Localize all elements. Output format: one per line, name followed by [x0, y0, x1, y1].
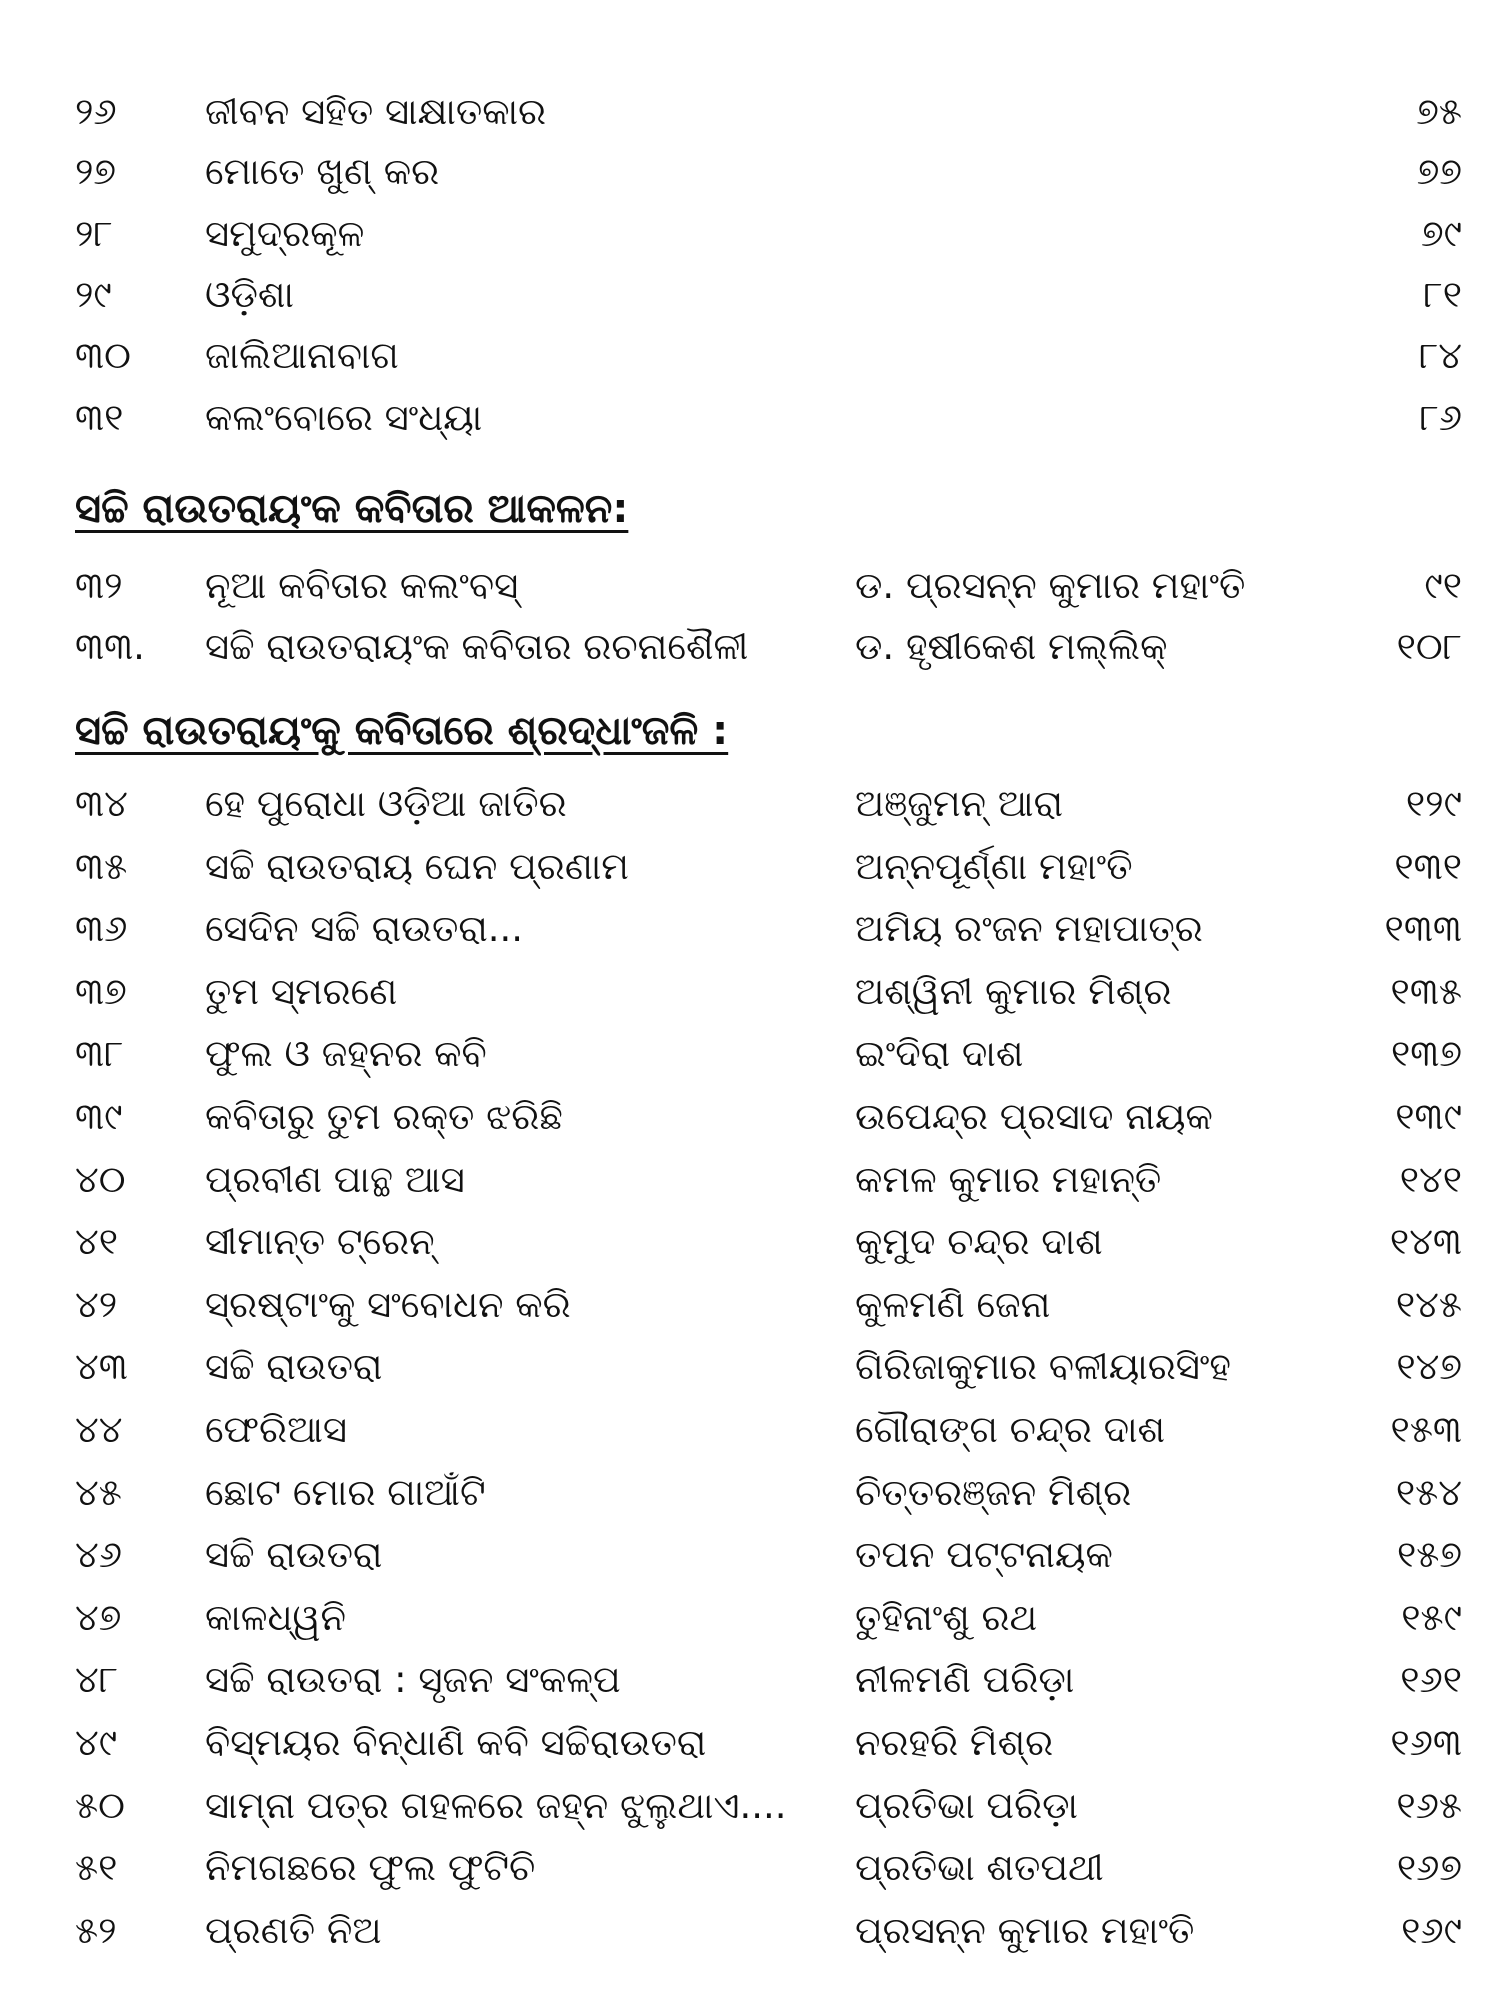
entry-title: ସମୁଦ୍ରକୂଳ	[205, 212, 365, 255]
entry-title: ହେ ପୁରୋଧା ଓଡ଼ିଆ ଜାତିର	[205, 782, 567, 825]
entry-author: ତପନ ପଟ୍ଟନାୟକ	[855, 1533, 1113, 1577]
entry-page-number: ୭୯	[1420, 212, 1462, 255]
entry-number: ୨୮	[75, 212, 113, 255]
entry-title: ଫେରିଆସ	[205, 1408, 348, 1451]
toc-row	[0, 388, 1500, 448]
toc-row	[0, 1650, 1500, 1710]
entry-page-number: ୮୧	[1423, 273, 1462, 316]
entry-number: ୪୭	[75, 1595, 122, 1639]
entry-author: ଡ. ପ୍ରସନ୍ନ କୁମାର ମହାଂତି	[855, 564, 1246, 607]
entry-title: ସଚ୍ଚି ରାଉତରା	[205, 1345, 383, 1389]
entry-title: କଲଂବୋରେ ସଂଧ୍ୟା	[205, 396, 483, 439]
entry-number: ୩୪	[75, 782, 128, 825]
entry-page-number: ୧୫୪	[1395, 1470, 1462, 1514]
entry-title: କବିତାରୁ ତୁମ ରକ୍ତ ଝରିଛି	[205, 1095, 563, 1138]
entry-title: ଫୁଲ ଓ ଜହ୍ନର କବି	[205, 1032, 487, 1076]
entry-page-number: ୧୪୫	[1395, 1282, 1462, 1326]
entry-title: ସଚ୍ଚି ରାଉତରାୟ ଘେନ ପ୍ରଣାମ	[205, 844, 629, 888]
entry-number: ୪୬	[75, 1533, 122, 1577]
entry-author: କୁମୁଦ ଚନ୍ଦ୍ର ଦାଶ	[855, 1220, 1103, 1264]
toc-row	[0, 962, 1500, 1022]
entry-author: ନୀଳମଣି ପରିଡ଼ା	[855, 1658, 1075, 1702]
entry-title: ଜୀବନ ସହିତ ସାକ୍ଷାତକାର	[205, 90, 547, 133]
toc-row	[0, 82, 1500, 142]
toc-row	[0, 1525, 1500, 1585]
entry-number: ୫୨	[75, 1908, 117, 1952]
toc-row	[0, 1901, 1500, 1961]
entry-number: ୪୦	[75, 1157, 126, 1201]
entry-title: ମୋତେ ଖୁଣ୍ କର	[205, 150, 440, 193]
entry-page-number: ୮୬	[1419, 396, 1462, 439]
entry-author: ଗିରିଜାକୁମାର ବଳୀୟାରସିଂହ	[855, 1345, 1231, 1389]
entry-number: ୪୩	[75, 1345, 128, 1389]
section-heading: ସଚ୍ଚି ରାଉତରାୟଂକ କବିତାର ଆକଳନ:	[75, 486, 629, 532]
entry-author: ପ୍ରସନ୍ନ କୁମାର ମହାଂତି	[855, 1908, 1195, 1952]
entry-page-number: ୧୪୧	[1399, 1157, 1462, 1201]
entry-number: ୨୬	[75, 90, 117, 133]
toc-row	[0, 142, 1500, 202]
toc-row	[0, 1776, 1500, 1836]
entry-author: ଉପେନ୍ଦ୍ର ପ୍ରସାଦ ନାୟକ	[855, 1095, 1213, 1138]
entry-page-number: ୧୩୭	[1390, 1032, 1462, 1076]
entry-number: ୩୮	[75, 1032, 124, 1076]
entry-number: ୫୦	[75, 1783, 125, 1827]
entry-title: ସଚ୍ଚି ରାଉତରା	[205, 1533, 383, 1577]
toc-row	[0, 1400, 1500, 1460]
entry-author: ପ୍ରତିଭା ପରିଡ଼ା	[855, 1783, 1078, 1827]
entry-author: ନରହରି ମିଶ୍ର	[855, 1721, 1054, 1764]
entry-page-number: ୧୦୮	[1396, 625, 1462, 668]
entry-page-number: ୧୪୩	[1389, 1220, 1462, 1264]
entry-author: କୁଳମଣି ଜେନା	[855, 1282, 1051, 1326]
entry-page-number: ୧୬୭	[1396, 1846, 1462, 1890]
toc-row	[0, 837, 1500, 897]
entry-number: ୪୪	[75, 1408, 123, 1451]
entry-author: ଅଶ୍ୱିନୀ କୁମାର ମିଶ୍ର	[855, 969, 1172, 1013]
entry-number: ୪୨	[75, 1282, 118, 1326]
entry-title: ପ୍ରଣତି ନିଅ	[205, 1908, 382, 1952]
toc-row	[0, 617, 1500, 677]
entry-title: ପ୍ରବୀଣ ପାନ୍ଥ ଆସ	[205, 1157, 465, 1201]
entry-author: ଅଞ୍ଜୁମନ୍ ଆରା	[855, 782, 1064, 825]
entry-title: ସଚ୍ଚି ରାଉତରାୟଂକ କବିତାର ରଚନାଶୈଳୀ	[205, 625, 749, 668]
entry-author: ଅନ୍ନପୂର୍ଣ୍ଣା ମହାଂତି	[855, 844, 1133, 888]
entry-page-number: ୮୪	[1418, 334, 1462, 377]
toc-row	[0, 265, 1500, 325]
entry-number: ୩୫	[75, 844, 128, 888]
entry-title: କାଳଧ୍ୱନି	[205, 1595, 346, 1639]
entry-page-number: ୧୬୯	[1401, 1908, 1462, 1952]
entry-title: ନୂଆ କବିତାର କଲଂବସ୍	[205, 564, 519, 607]
entry-author: କମଳ କୁମାର ମହାନ୍ତି	[855, 1157, 1162, 1201]
entry-title: ବିସ୍ମୟର ବିନ୍ଧାଣି କବି ସଚ୍ଚିରାଉତରା	[205, 1721, 707, 1764]
entry-number: ୫୧	[75, 1846, 118, 1890]
toc-row	[0, 556, 1500, 616]
entry-number: ୪୮	[75, 1658, 119, 1702]
toc-row	[0, 204, 1500, 264]
entry-author: ଚିତ୍ତରଞ୍ଜନ ମିଶ୍ର	[855, 1470, 1132, 1514]
toc-row	[0, 1713, 1500, 1773]
entry-page-number: ୧୪୭	[1396, 1345, 1462, 1389]
entry-number: ୩୩.	[75, 625, 145, 668]
toc-row	[0, 1588, 1500, 1648]
entry-title: ସେଦିନ ସଚ୍ଚି ରାଉତରା...	[205, 907, 524, 951]
toc-row	[0, 774, 1500, 834]
entry-page-number: ୧୬୫	[1396, 1783, 1462, 1827]
entry-number: ୩୧	[75, 396, 124, 439]
toc-row	[0, 1275, 1500, 1335]
entry-title: ତୁମ ସ୍ମରଣେ	[205, 969, 398, 1013]
entry-number: ୨୯	[75, 273, 112, 316]
toc-row	[0, 1024, 1500, 1084]
entry-number: ୩୯	[75, 1095, 123, 1138]
section-heading: ସଚ୍ଚି ରାଉତରାୟଂକୁ କବିତାରେ ଶ୍ରଦ୍ଧାଂଜଳି :	[75, 708, 729, 754]
toc-row	[0, 1463, 1500, 1523]
entry-page-number: ୭୭	[1416, 150, 1462, 193]
entry-number: ୩୦	[75, 334, 131, 377]
entry-number: ୪୯	[75, 1721, 118, 1764]
entry-page-number: ୧୬୧	[1400, 1658, 1462, 1702]
entry-page-number: ୭୫	[1416, 90, 1462, 133]
entry-page-number: ୯୧	[1424, 564, 1462, 607]
toc-row	[0, 1212, 1500, 1272]
entry-page-number: ୧୬୩	[1390, 1721, 1462, 1764]
entry-page-number: ୧୩୫	[1390, 969, 1462, 1013]
entry-title: ଛୋଟ ମୋର ଗାଆଁଟି	[205, 1470, 486, 1514]
entry-number: ୪୫	[75, 1470, 122, 1514]
entry-number: ୨୭	[75, 150, 117, 193]
entry-title: ସୀମାନ୍ତ ଟ୍ରେନ୍	[205, 1220, 435, 1264]
entry-title: ସାମ୍ନା ପତ୍ର ଗହଳରେ ଜହ୍ନ ଝୁଲୁଥାଏ....	[205, 1783, 787, 1827]
entry-page-number: ୧୫୯	[1401, 1595, 1462, 1639]
entry-number: ୩୭	[75, 969, 127, 1013]
toc-row	[0, 326, 1500, 386]
entry-author: ଡ. ହୃଷୀକେଶ ମଲ୍ଲିକ୍	[855, 625, 1168, 668]
entry-author: ପ୍ରତିଭା ଶତପଥୀ	[855, 1846, 1104, 1890]
entry-author: ତୁହିନାଂଶୁ ରଥ	[855, 1595, 1038, 1639]
entry-page-number: ୧୩୯	[1395, 1095, 1462, 1138]
entry-page-number: ୧୨୯	[1405, 782, 1462, 825]
entry-number: ୩୬	[75, 907, 128, 951]
entry-title: ସ୍ରଷ୍ଟାଂକୁ ସଂବୋଧନ କରି	[205, 1282, 571, 1326]
entry-page-number: ୧୫୩	[1390, 1408, 1462, 1451]
entry-title: ସଚ୍ଚି ରାଉତରା : ସୃଜନ ସଂକଳ୍ପ	[205, 1658, 621, 1702]
entry-author: ଅମିୟ ରଂଜନ ମହାପାତ୍ର	[855, 907, 1203, 951]
entry-page-number: ୧୩୧	[1394, 844, 1462, 888]
entry-page-number: ୧୫୭	[1396, 1533, 1462, 1577]
toc-row	[0, 1150, 1500, 1210]
entry-author: ଗୌରାଙ୍ଗ ଚନ୍ଦ୍ର ଦାଶ	[855, 1408, 1166, 1451]
entry-page-number: ୧୩୩	[1384, 907, 1462, 951]
entry-number: ୪୧	[75, 1220, 118, 1264]
entry-author: ଇଂଦିରା ଦାଶ	[855, 1032, 1024, 1076]
entry-title: ଜାଲିଆନାବାଗ	[205, 334, 399, 377]
entry-title: ଓଡ଼ିଶା	[205, 273, 294, 316]
toc-row	[0, 1087, 1500, 1147]
entry-title: ନିମଗଛରେ ଫୁଲ ଫୁଟିଚି	[205, 1846, 536, 1890]
toc-row	[0, 1838, 1500, 1898]
toc-row	[0, 899, 1500, 959]
entry-number: ୩୨	[75, 564, 123, 607]
toc-row	[0, 1337, 1500, 1397]
